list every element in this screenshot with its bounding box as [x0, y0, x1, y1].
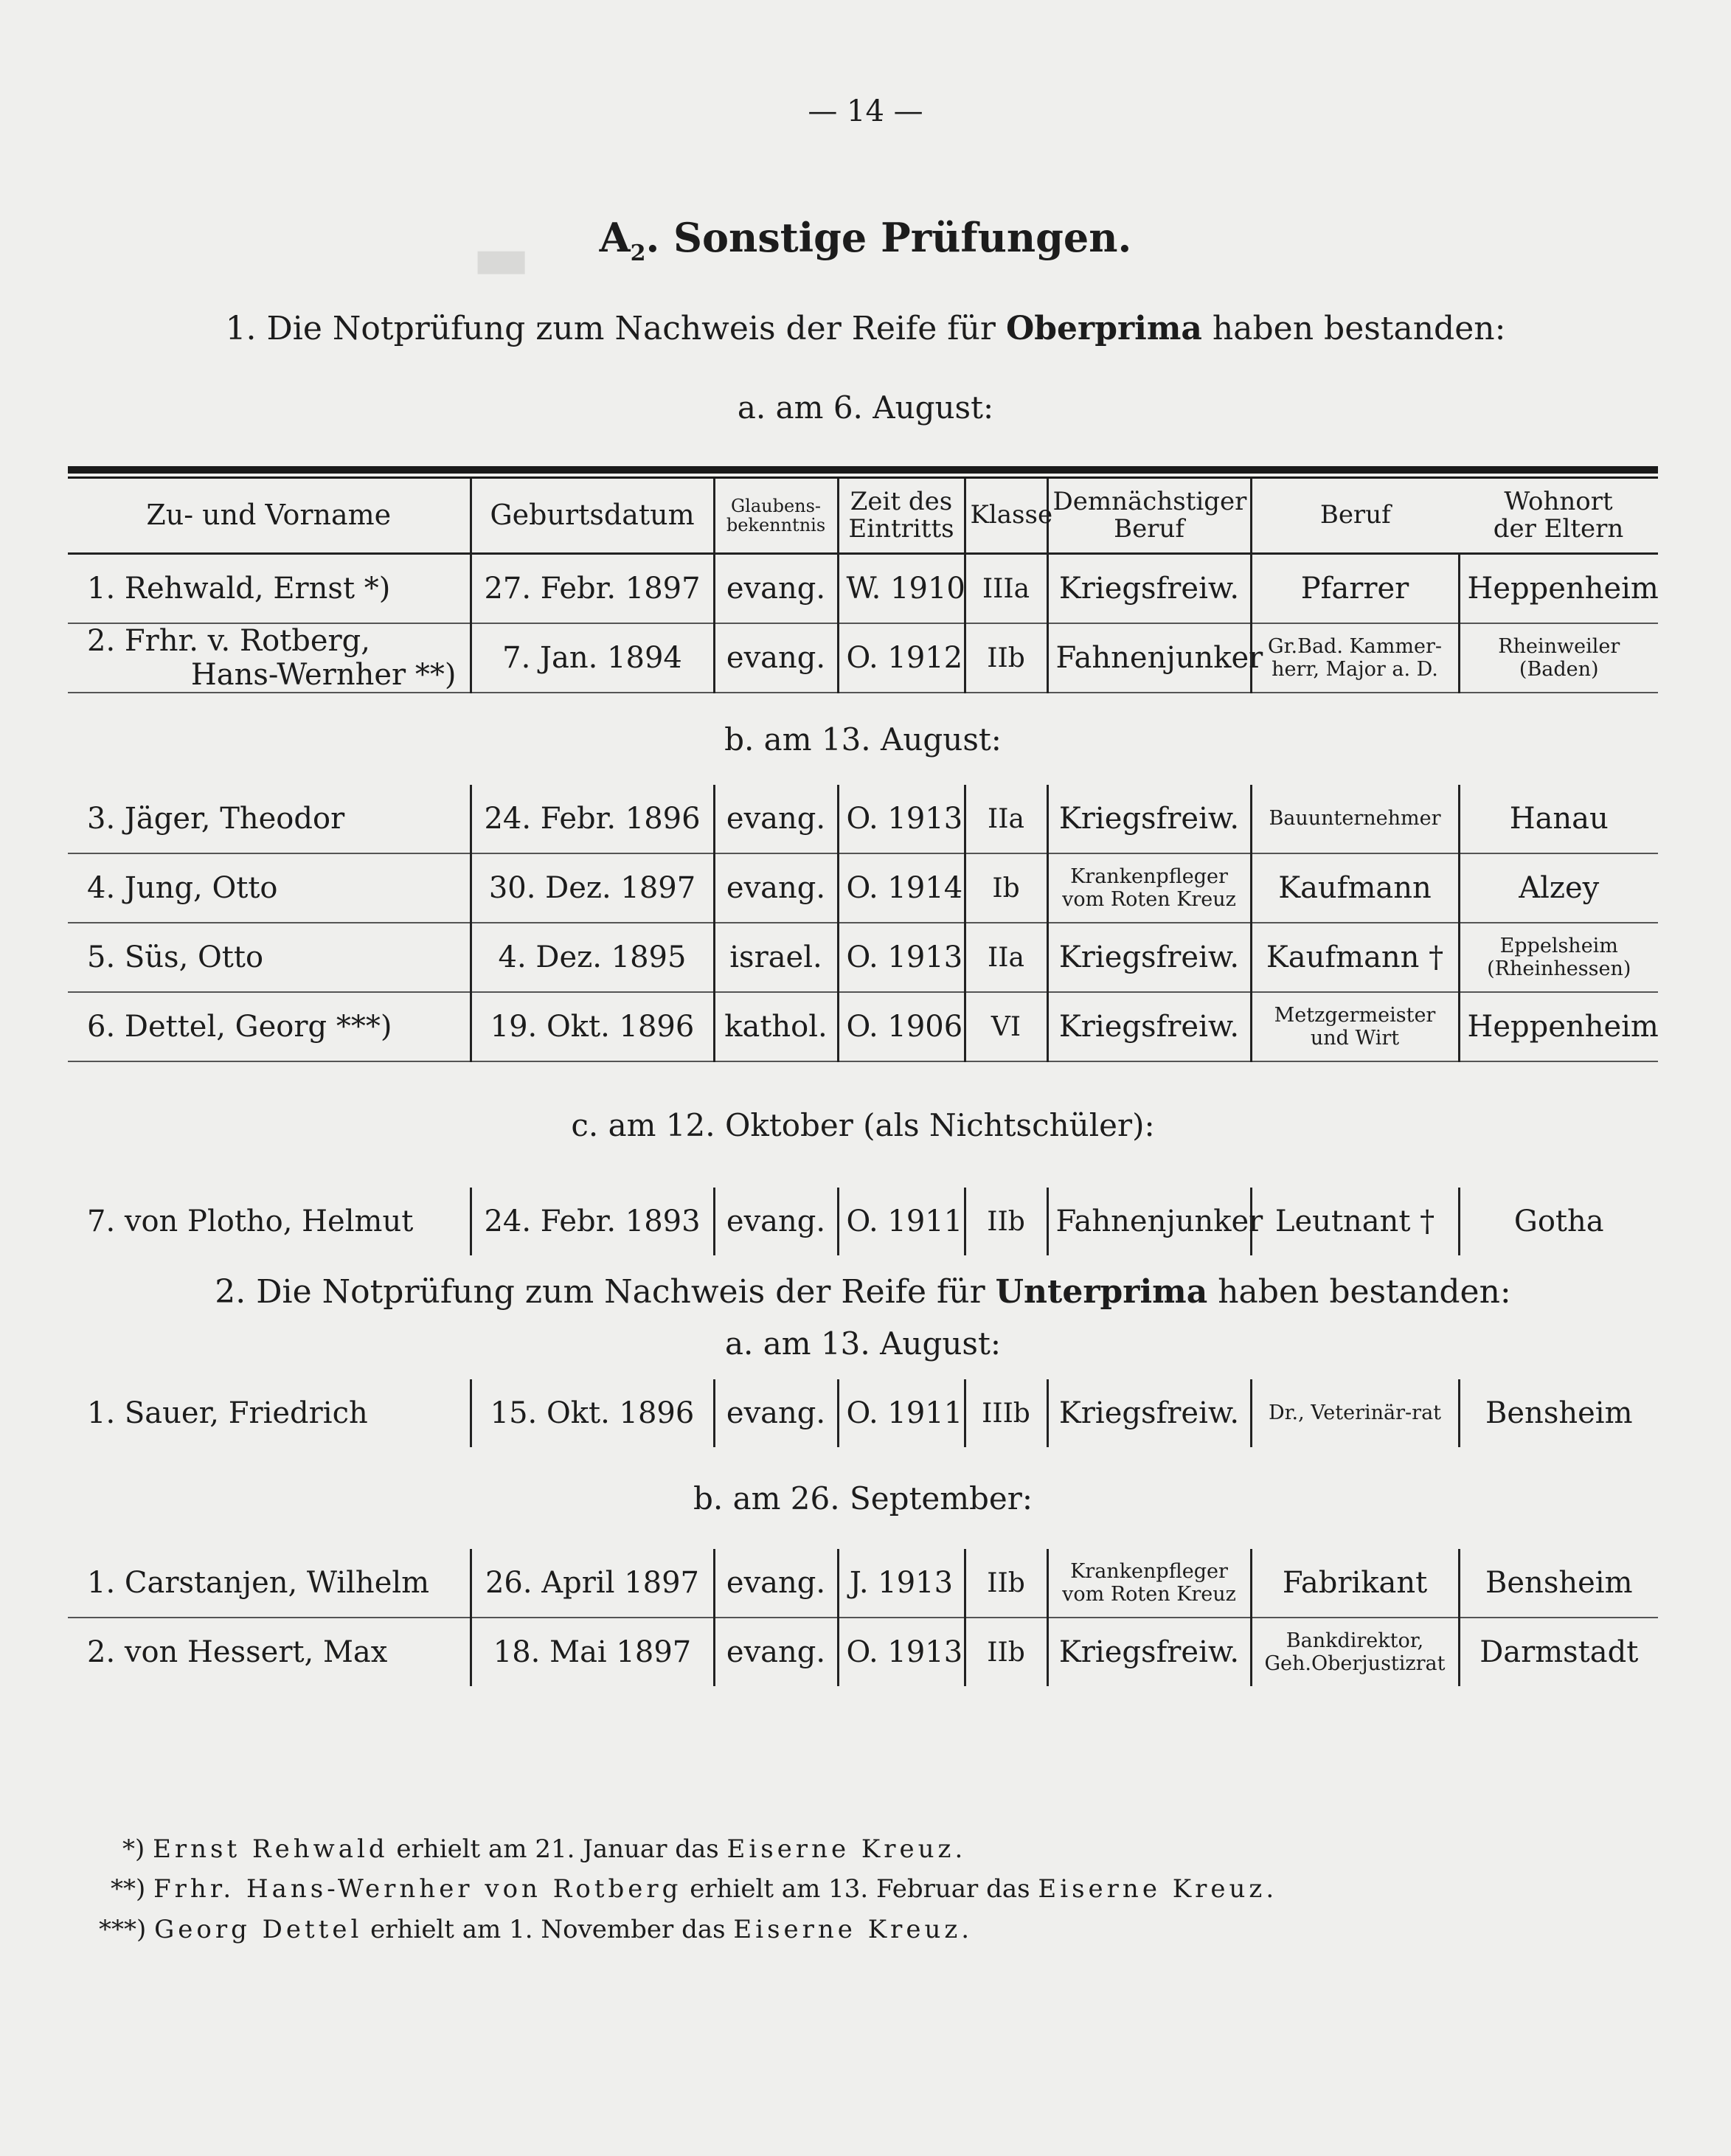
- cell-name: 6. Dettel, Georg ***): [68, 992, 471, 1061]
- cell-parent-job: Fabrikant: [1251, 1549, 1459, 1618]
- table-row: [68, 554, 1658, 624]
- cell-parent-job: Pfarrer: [1251, 554, 1459, 624]
- cell-parent-job: Gr.Bad. Kammer-herr, Major a. D.: [1251, 623, 1459, 693]
- cell-future: Fahnenjunker: [1047, 1188, 1251, 1255]
- cell-time: W. 1910: [838, 554, 965, 624]
- cell-residence: Bensheim: [1485, 1396, 1633, 1430]
- table-header-row: [68, 479, 1658, 554]
- table-row: [68, 785, 1658, 853]
- cell-residence: Gotha: [1513, 1204, 1604, 1238]
- cell-residence: Hanau: [1459, 785, 1658, 853]
- table-row: [68, 1379, 1658, 1447]
- cell-parent-job: Leutnant †: [1251, 1188, 1459, 1255]
- footnotes: [99, 1829, 1278, 1949]
- cell-time: O. 1914: [838, 853, 965, 923]
- col-header-parent-job-label: Beruf: [1319, 500, 1391, 530]
- cell-residence: Darmstadt: [1479, 1635, 1639, 1669]
- cell-name: 1. Rehwald, Ernst *): [68, 554, 471, 624]
- table-row: [68, 853, 1658, 923]
- cell-future: Kriegsfreiw.: [1047, 785, 1251, 853]
- cell-time: O. 1906: [838, 992, 965, 1061]
- col-header-birth: Geburtsdatum: [471, 479, 714, 554]
- footnote-mark: *): [122, 1834, 145, 1864]
- col-header-future: Demnächstiger Beruf: [1047, 479, 1251, 554]
- col-header-parent-job: [1251, 479, 1459, 554]
- cell-religion: evang.: [714, 853, 838, 923]
- cell-religion: evang.: [714, 554, 838, 624]
- col-header-residence-label: Wohnort: [1504, 486, 1613, 516]
- cell-future: Kriegsfreiw.: [1047, 992, 1251, 1061]
- cell-birth: 4. Dez. 1895: [471, 923, 714, 992]
- cell-parent-job: Bankdirektor, Geh.Oberjustizrat: [1251, 1618, 1459, 1686]
- cell-future: Krankenpfleger vom Roten Kreuz: [1047, 853, 1251, 923]
- cell-religion: kathol.: [714, 992, 838, 1061]
- cell-parent-job: Dr., Veterinär-rat: [1251, 1379, 1459, 1447]
- cell-birth: 27. Febr. 1897: [471, 554, 714, 624]
- cell-class: IIb: [965, 1618, 1047, 1686]
- cell-birth: 7. Jan. 1894: [471, 623, 714, 693]
- cell-residence: Eppelsheim (Rheinhessen): [1459, 923, 1658, 992]
- cell-religion: israel.: [714, 923, 838, 992]
- section1-sub-c: c. am 12. Oktober (als Nichtschüler):: [571, 1106, 1155, 1143]
- cell-birth: 15. Okt. 1896: [471, 1379, 714, 1447]
- footnote-mark: ***): [99, 1914, 147, 1944]
- cell-name: 1. Sauer, Friedrich: [68, 1379, 471, 1447]
- cell-religion: evang.: [714, 1379, 838, 1447]
- section1-sub-a: a. am 6. August:: [737, 389, 994, 426]
- cell-class: IIb: [965, 1188, 1047, 1255]
- section2-intro-outro: haben bestanden:: [1207, 1273, 1511, 1311]
- cell-class: IIb: [965, 623, 1047, 693]
- cell-religion: evang.: [714, 623, 838, 693]
- cell-religion: evang.: [714, 785, 838, 853]
- footnote-award: Eiserne Kreuz.: [733, 1914, 974, 1944]
- table-row: [68, 923, 1658, 992]
- section2-intro-text: 2. Die Notprüfung zum Nachweis der Reife für: [215, 1273, 996, 1311]
- section-heading: [0, 214, 1731, 266]
- table-row: [68, 1188, 1658, 1255]
- cell-residence: Heppenheim: [1459, 992, 1658, 1061]
- section1-intro-text: 1. Die Notprüfung zum Nachweis der Reife für: [225, 310, 1006, 347]
- subsection-row: [68, 1447, 1658, 1549]
- table-row: [68, 1549, 1658, 1618]
- cell-future: Krankenpfleger vom Roten Kreuz: [1047, 1549, 1251, 1618]
- cell-name: 7. von Plotho, Helmut: [68, 1188, 471, 1255]
- cell-time: J. 1913: [838, 1549, 965, 1618]
- cell-name: 1. Carstanjen, Wilhelm: [68, 1549, 471, 1618]
- footnote-name: Georg Dettel: [154, 1914, 363, 1944]
- section2-heading-cell: [68, 1255, 1658, 1379]
- cell-birth: 30. Dez. 1897: [471, 853, 714, 923]
- footnote-mark: **): [111, 1874, 146, 1904]
- cell-time: O. 1911: [838, 1188, 965, 1255]
- col-header-class: Klasse: [965, 479, 1047, 554]
- col-header-parents: der Eltern: [1493, 514, 1624, 544]
- section2-sub-b: b. am 26. September:: [693, 1480, 1033, 1517]
- cell-residence: Alzey: [1459, 853, 1658, 923]
- cell-class: IIIb: [965, 1379, 1047, 1447]
- footnote-award: Eiserne Kreuz.: [1038, 1874, 1278, 1904]
- cell-class: IIa: [965, 785, 1047, 853]
- col-header-time: Zeit des Eintritts: [838, 479, 965, 554]
- cell-residence: Bensheim: [1459, 1549, 1658, 1618]
- cell-birth: 26. April 1897: [471, 1549, 714, 1618]
- section1-intro: [0, 310, 1731, 347]
- cell-residence: Heppenheim: [1459, 554, 1658, 624]
- section1-intro-bold: Oberprima: [1005, 310, 1202, 347]
- footnote-text: erhielt am 21. Januar das: [388, 1834, 727, 1864]
- cell-time: O. 1913: [838, 1618, 965, 1686]
- footnote: [111, 1829, 1277, 1869]
- table-row: [68, 992, 1658, 1061]
- cell-parent-job: Kaufmann †: [1251, 923, 1459, 992]
- cell-birth: 18. Mai 1897: [471, 1618, 714, 1686]
- cell-name: 3. Jäger, Theodor: [68, 785, 471, 853]
- cell-class: IIb: [965, 1549, 1047, 1618]
- cell-parent-job: Metzgermeister und Wirt: [1251, 992, 1459, 1061]
- cell-name-line2: Hans-Wernher **): [190, 658, 457, 692]
- cell-birth: 19. Okt. 1896: [471, 992, 714, 1061]
- cell-future: Kriegsfreiw.: [1047, 1379, 1251, 1447]
- subsection-row: [68, 693, 1658, 785]
- cell-time: O. 1912: [838, 623, 965, 693]
- section2-heading-row: [68, 1255, 1658, 1379]
- subsection-row: [68, 1061, 1658, 1188]
- heading-subscript: 2: [630, 240, 646, 266]
- table-row: [68, 623, 1658, 693]
- page-number: — 14 —: [808, 94, 923, 128]
- section2-intro: [75, 1266, 1651, 1318]
- section2-sub-a: a. am 13. August:: [724, 1325, 1001, 1362]
- cell-future: Kriegsfreiw.: [1047, 554, 1251, 624]
- section1-sub-b: b. am 13. August:: [724, 721, 1002, 758]
- cell-religion: evang.: [714, 1618, 838, 1686]
- cell-class: Ib: [965, 853, 1047, 923]
- footnote: [99, 1910, 1277, 1949]
- cell-name: 5. Süs, Otto: [68, 923, 471, 992]
- col-header-residence: [1459, 479, 1658, 554]
- cell-religion: evang.: [714, 1549, 838, 1618]
- table-top-rule: [68, 466, 1658, 474]
- cell-name: [68, 623, 471, 693]
- col-header-name: Zu- und Vorname: [68, 479, 471, 554]
- footnote-text: erhielt am 1. November das: [362, 1914, 734, 1944]
- cell-class: IIIa: [965, 554, 1047, 624]
- cell-time: O. 1913: [838, 785, 965, 853]
- cell-future: Kriegsfreiw.: [1047, 923, 1251, 992]
- footnote-award: Eiserne Kreuz.: [726, 1834, 967, 1864]
- col-header-religion: Glaubens-bekenntnis: [714, 479, 838, 554]
- cell-time: O. 1913: [838, 923, 965, 992]
- cell-name: 4. Jung, Otto: [68, 853, 471, 923]
- cell-time: O. 1911: [838, 1379, 965, 1447]
- bleed-through-decoration: ▬: [472, 221, 531, 294]
- heading-title: . Sonstige Prüfungen.: [645, 214, 1132, 261]
- cell-residence: Rheinweiler (Baden): [1459, 623, 1658, 693]
- cell-parent-job: Kaufmann: [1251, 853, 1459, 923]
- cell-future: Fahnenjunker: [1047, 623, 1251, 693]
- section2-intro-bold: Unterprima: [995, 1273, 1208, 1311]
- section1-intro-outro: haben bestanden:: [1201, 310, 1506, 347]
- cell-parent-job: Bauunternehmer: [1251, 785, 1459, 853]
- cell-birth: 24. Febr. 1893: [471, 1188, 714, 1255]
- cell-birth: 24. Febr. 1896: [471, 785, 714, 853]
- cell-religion: evang.: [714, 1188, 838, 1255]
- cell-future: Kriegsfreiw.: [1047, 1618, 1251, 1686]
- cell-class: IIa: [965, 923, 1047, 992]
- footnote: [111, 1869, 1277, 1909]
- heading-prefix: A: [599, 214, 631, 261]
- footnote-name: Frhr. Hans-Wernher von Rotberg: [153, 1874, 682, 1904]
- cell-name: 2. von Hessert, Max: [68, 1618, 471, 1686]
- footnote-name: Ernst Rehwald: [153, 1834, 389, 1864]
- footnote-text: erhielt am 13. Februar das: [681, 1874, 1038, 1904]
- cell-name-line1: 2. Frhr. v. Rotberg,: [87, 624, 370, 658]
- cell-class: VI: [965, 992, 1047, 1061]
- exam-results-table: [68, 466, 1658, 1686]
- table-row: [68, 1618, 1658, 1686]
